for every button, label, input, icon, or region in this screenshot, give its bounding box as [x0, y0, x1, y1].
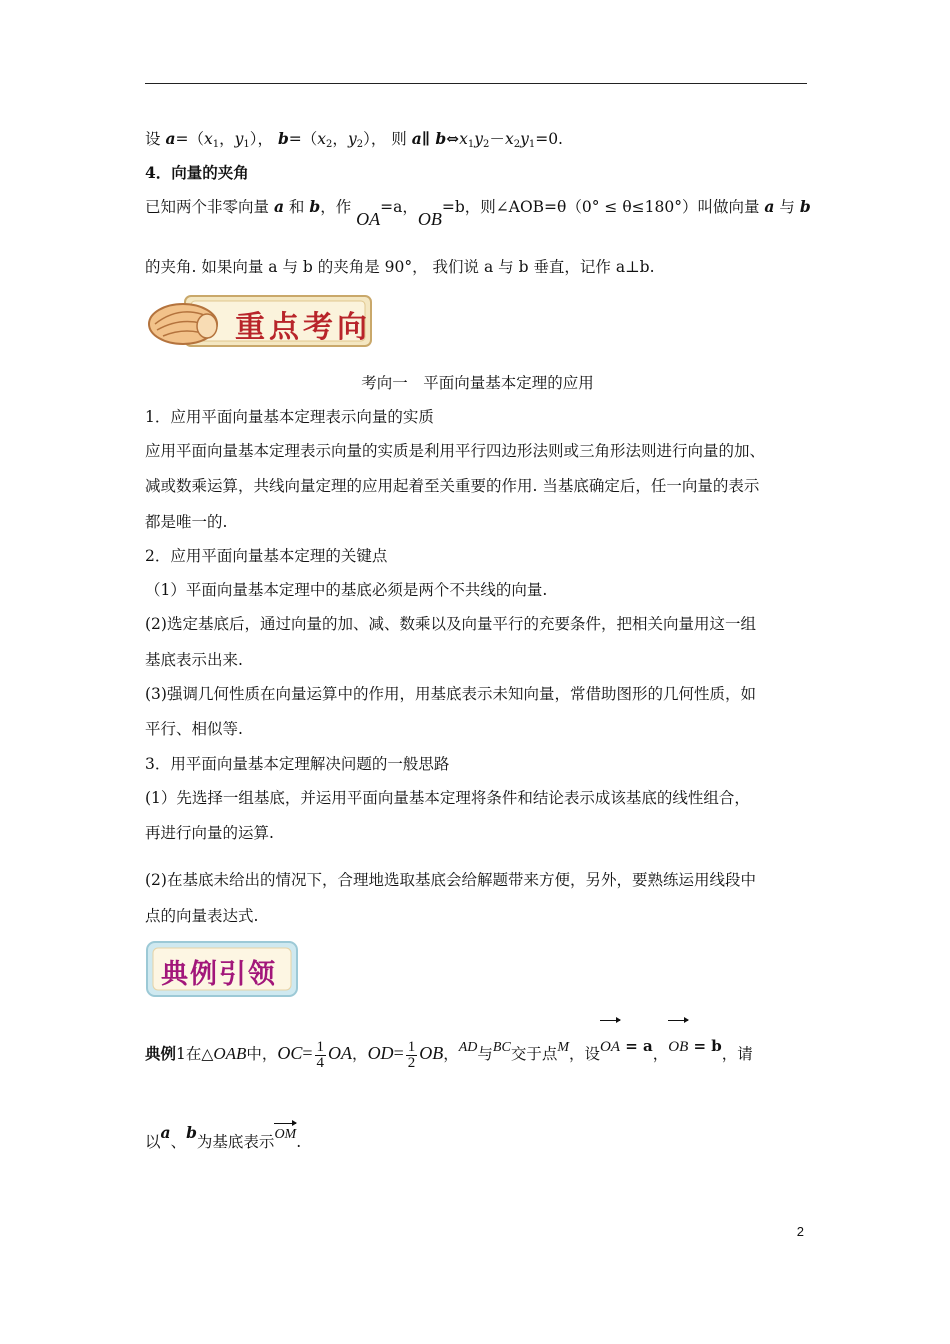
list-item: (1）先选择一组基底，并运用平面向量基本定理将条件和结论表示成该基底的线性组合，: [145, 789, 750, 807]
list-item: (3)强调几何性质在向量运算中的作用，用基底表示未知向量，常借助图形的几何性质，如: [145, 685, 756, 703]
header-rule: [145, 83, 807, 84]
list-item: 再进行向量的运算.: [145, 824, 274, 842]
list-item: 2．应用平面向量基本定理的关键点: [145, 547, 388, 565]
angle-definition-cont: 的夹角. 如果向量 a 与 b 的夹角是 90°， 我们说 a 与 b 垂直，记作 a⊥b.: [145, 258, 655, 276]
list-item: (2)选定基底后，通过向量的加、减、数乘以及向量平行的充要条件，把相关向量用这一组: [145, 615, 756, 633]
example-1: 典例1在△OAB中，OC= $\frac{1}{4}$ OA，OD= $\frac{1}{2}$ OB，AD与BC交于点M，设OA = a，OB = b，请: [145, 1028, 810, 1078]
list-item: 1．应用平面向量基本定理表示向量的实质: [145, 408, 434, 426]
list-item: 基底表示出来.: [145, 651, 243, 669]
list-item: 平行、相似等.: [145, 720, 243, 738]
list-item: 都是唯一的.: [145, 513, 228, 531]
list-item: (2)在基底未给出的情况下，合理地选取基底会给解题带来方便，另外，要熟练运用线段中: [145, 871, 756, 889]
list-item: 应用平面向量基本定理表示向量的实质是利用平行四边形法则或三角形法则进行向量的加、: [145, 442, 766, 460]
page-number: 2: [796, 1224, 804, 1239]
example-1-cont: 以a、b为基底表示OM.: [145, 1123, 302, 1151]
angle-definition: 已知两个非零向量 a 和 b，作 OA=a，OB=b，则∠AOB=θ（0° ≤ θ≤180°）叫做向量 a 与 b: [145, 197, 811, 229]
list-item: （1）平面向量基本定理中的基底必须是两个不共线的向量.: [145, 581, 548, 599]
list-item: 点的向量表达式.: [145, 907, 259, 925]
parallel-condition: 设 $a=(x_1$，$y_1$）， $b=(x_2$，$y_2$）， 则 a∥ $b\Leftrightarrow x_1y_2-x_2y_1=0$.: [145, 129, 563, 150]
list-item: 3．用平面向量基本定理解决问题的一般思路: [145, 755, 450, 773]
section-4-title: 4．向量的夹角: [145, 163, 249, 182]
key-directions-banner: [145, 292, 375, 352]
banner-title: 典例引领: [161, 959, 277, 990]
examples-banner: [145, 940, 301, 1000]
kaoxiang-title: 考向一 平面向量基本定理的应用: [361, 374, 594, 392]
list-item: 减或数乘运算，共线向量定理的应用起着至关重要的作用. 当基底确定后，任一向量的表示: [145, 477, 760, 495]
banner-title: 重点考向: [235, 310, 371, 345]
